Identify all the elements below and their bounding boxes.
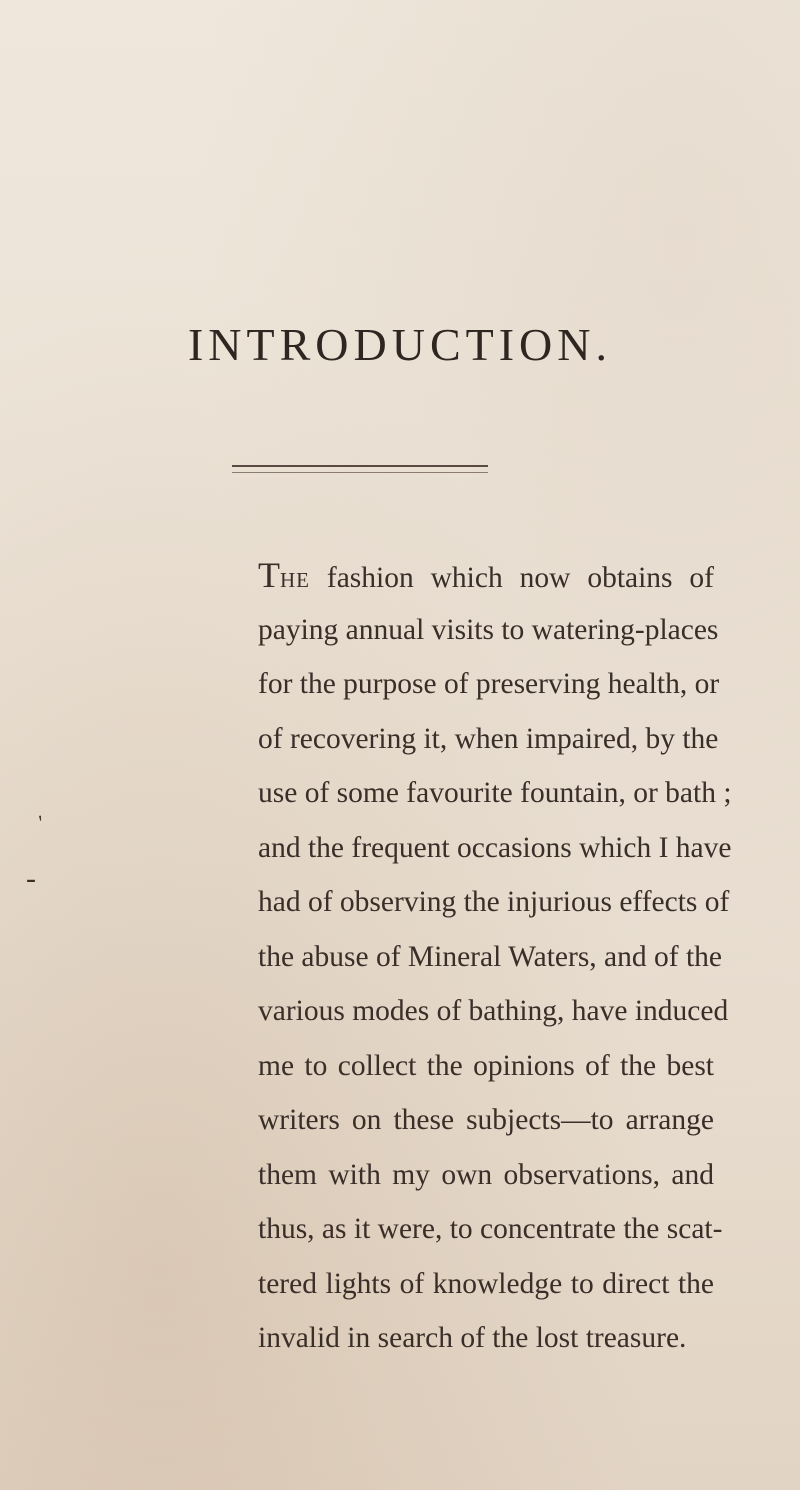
paragraph-line-7: had of observing the injurious effects of — [258, 886, 730, 918]
paragraph-line-12: them with my own observations, and — [258, 1158, 714, 1191]
paragraph-line-4: of recovering it, when impaired, by the — [258, 722, 719, 755]
paragraph-line-3: for the purpose of preserving health, or — [258, 668, 720, 700]
decorative-rule — [232, 465, 488, 473]
paragraph-line-6: and the frequent occasions which I have — [258, 831, 732, 864]
paragraph-line-13: thus, as it were, to concentrate the scat- — [258, 1213, 723, 1245]
paragraph-line-8: the abuse of Mineral Waters, and of the — [258, 940, 723, 973]
paragraph-line-2: paying annual visits to watering-places — [258, 613, 719, 646]
chapter-heading: INTRODUCTION. — [187, 319, 612, 370]
paragraph-line-15: invalid in search of the lost treasure. — [258, 1322, 687, 1354]
initial-letter: T — [258, 555, 280, 595]
margin-tick-mark: ' — [37, 809, 45, 836]
paragraph-line-10: me to collect the opinions of the best — [258, 1049, 714, 1082]
paragraph-line-11: writers on these subjects—to arrange — [258, 1104, 714, 1136]
paragraph-line-9: various modes of bathing, have induced — [258, 995, 729, 1027]
paragraph-line-1 — [258, 548, 714, 602]
initial-word-rest: he — [280, 562, 310, 594]
paragraph-line-5: use of some favourite fountain, or bath ; — [258, 777, 732, 809]
paragraph-line-14: tered lights of knowledge to direct the — [258, 1267, 714, 1300]
paragraph-line-1-text: fashion which now obtains of — [310, 562, 714, 594]
margin-dash-mark: - — [26, 862, 36, 895]
